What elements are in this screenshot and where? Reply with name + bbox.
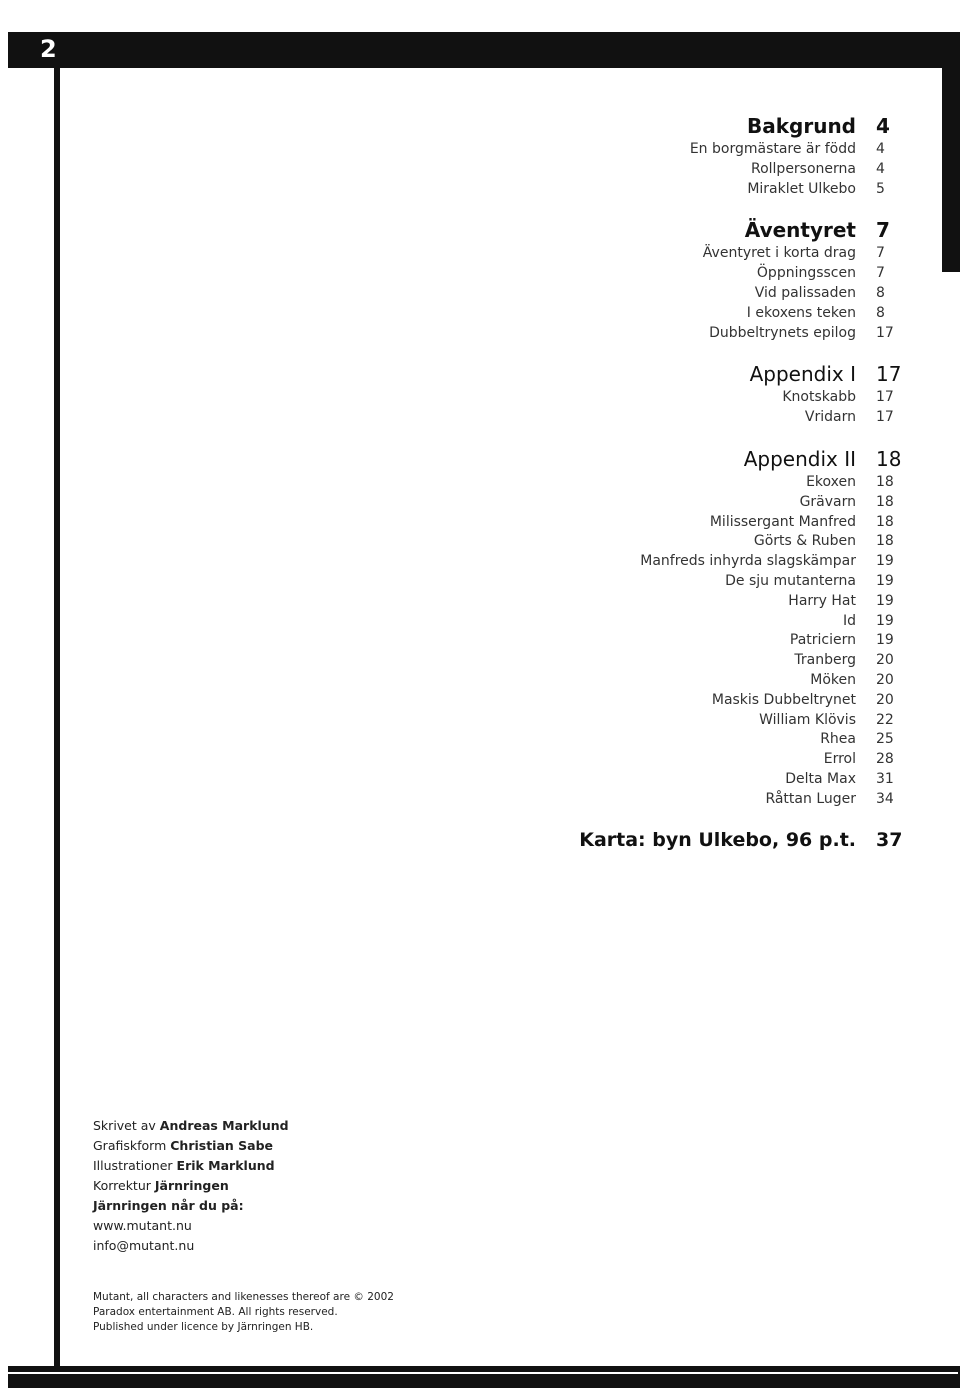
toc-page-number: 19 [876,572,894,589]
toc-title: Dubbeltrynets epilog [709,324,856,341]
toc-title: Ekoxen [806,473,856,490]
toc-section [560,447,900,811]
top-border-bar [8,32,960,68]
toc-title: Grävarn [799,493,856,510]
toc-section-heading [560,114,900,141]
toc-title: Patriciern [789,632,856,649]
toc-entry [560,593,900,613]
toc-title: Äventyret [744,218,856,243]
toc-page-number: 18 [876,473,894,490]
page-number: 2 [40,35,57,63]
toc-page-number: 18 [876,533,894,550]
credit-proof: Korrektur Järnringen [93,1178,229,1193]
toc-page-number: 17 [876,362,902,387]
bottom-border-stripe [8,1372,958,1374]
toc-title: Rhea [820,731,856,748]
toc-page-number: 25 [876,731,894,748]
toc-title: Rollpersonerna [750,160,856,177]
toc-page-number: 4 [876,160,885,177]
toc-title: William Klövis [759,711,856,728]
email-link[interactable]: info@mutant.nu [93,1238,195,1253]
toc-title: Delta Max [785,770,856,787]
toc-page-number: 19 [876,632,894,649]
toc-page-number: 19 [876,553,894,570]
toc-entry [560,632,900,652]
toc-entry [560,285,900,305]
toc-page-number: 18 [876,446,902,471]
legal-line-2: Paradox entertainment AB. All rights reserved. [93,1306,338,1318]
toc-entry [560,553,900,573]
toc-page-number: 19 [876,592,894,609]
toc-title: Appendix I [749,362,856,387]
toc-entry [560,161,900,181]
toc-entry [560,305,900,325]
toc-page-number: 34 [876,790,894,807]
legal-notice [93,1290,394,1335]
toc-title: En borgmästare är född [689,141,856,157]
toc-page-number: 7 [876,218,890,243]
toc-entry [560,245,900,265]
toc-entry [560,533,900,553]
toc-entry [560,731,900,751]
toc-entry [560,712,900,732]
toc-page-number: 20 [876,691,894,708]
toc-section-heading [560,218,900,245]
legal-line-1: Mutant, all characters and likenesses thereof are © 2002 [93,1291,394,1303]
toc-entry [560,692,900,712]
toc-page-number: 5 [876,180,885,197]
toc-entry [560,751,900,771]
toc-page-number: 8 [876,284,885,301]
toc-page-number: 17 [876,324,894,341]
toc-title: Id [842,612,856,629]
toc-entry [560,514,900,534]
toc-page-number: 7 [876,265,885,282]
toc-entry [560,325,900,345]
toc-entry [560,409,900,429]
toc-title: Tranberg [794,652,856,669]
toc-page-number: 20 [876,652,894,669]
toc-title: Äventyret i korta drag [702,245,856,262]
toc-title: I ekoxens teken [746,304,856,321]
toc-title: Errol [823,751,856,768]
toc-page-number: 20 [876,671,894,688]
credits [93,1116,289,1256]
toc-page-number: 31 [876,770,894,787]
toc-section [560,218,900,344]
toc-page-number: 18 [876,493,894,510]
table-of-contents [560,114,903,859]
toc-title: Bakgrund [746,114,856,138]
toc-title: Knotskabb [782,389,856,406]
toc-entry [560,652,900,672]
toc-title: Appendix II [743,446,856,471]
credit-writer: Skrivet av Andreas Marklund [93,1118,289,1133]
toc-page-number: 17 [876,389,894,406]
credit-illustrations: Illustrationer Erik Marklund [93,1158,275,1173]
toc-page-number: 17 [876,409,894,426]
toc-title: Maskis Dubbeltrynet [711,691,856,708]
toc-entry [560,265,900,285]
toc-title: Milissergant Manfred [709,513,856,530]
toc-title: Manfreds inhyrda slagskämpar [640,553,856,570]
toc-entry [560,181,900,201]
website-link[interactable]: www.mutant.nu [93,1218,192,1233]
toc-title: Miraklet Ulkebo [747,180,856,197]
toc-section-heading [560,362,900,389]
toc-page-number: 37 [876,828,903,851]
toc-page-number: 19 [876,612,894,629]
toc-title: Råttan Luger [765,790,856,807]
toc-page-number: 4 [876,141,885,157]
toc-entry [560,141,900,161]
left-border-bar [54,68,60,1366]
toc-page-number: 4 [876,114,890,138]
toc-page-number: 18 [876,513,894,530]
toc-title: De sju mutanterna [725,572,856,589]
toc-title: Harry Hat [788,592,856,609]
toc-entry [560,771,900,791]
toc-title: Karta: byn Ulkebo, 96 p.t. [579,828,856,851]
toc-entry [560,791,900,811]
toc-entry [560,613,900,633]
toc-page-number: 8 [876,304,885,321]
toc-section [560,114,900,200]
toc-title: Görts & Ruben [753,533,856,550]
toc-title: Möken [810,671,856,688]
contact-heading: Järnringen når du på: [93,1198,244,1213]
toc-section-heading [560,447,900,474]
toc-entry [560,494,900,514]
bottom-border-bar [8,1366,960,1388]
toc-entry [560,573,900,593]
legal-line-3: Published under licence by Järnringen HB. [93,1321,314,1333]
right-border-bar [942,32,960,272]
toc-entry [560,474,900,494]
toc-page-number: 22 [876,711,894,728]
toc-section [560,362,900,429]
toc-page-number: 28 [876,751,894,768]
toc-map-entry [560,828,903,859]
toc-title: Vridarn [804,409,856,426]
toc-entry [560,672,900,692]
toc-entry [560,389,900,409]
toc-page-number: 7 [876,245,885,262]
credit-design: Grafiskform Christian Sabe [93,1138,274,1153]
toc-title: Öppningsscen [756,265,856,282]
toc-title: Vid palissaden [754,284,856,301]
